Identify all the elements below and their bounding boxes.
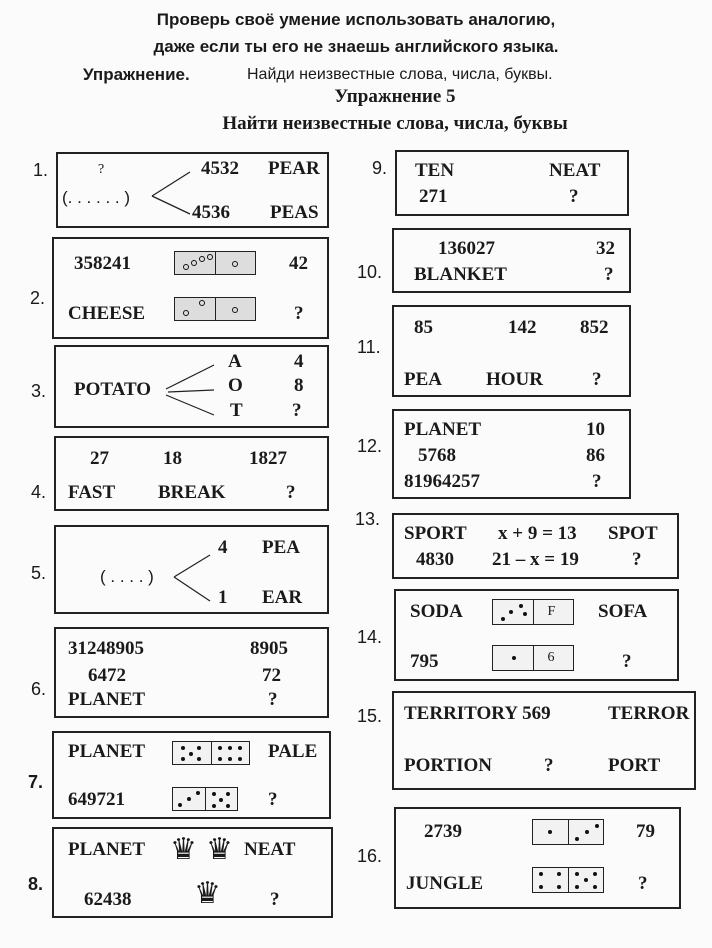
task-10-answer: ? bbox=[604, 264, 614, 285]
task-3-letter-2: O bbox=[228, 375, 243, 396]
task-14-domino-top-label: F bbox=[547, 604, 556, 619]
task-14-domino-bottom-label: 6 bbox=[547, 650, 555, 665]
task-8-box bbox=[52, 827, 333, 918]
task-11-value-b: 142 bbox=[508, 317, 537, 338]
task-16-number: 16. bbox=[357, 846, 383, 866]
exercise-text: Найди неизвестные слова, числа, буквы. bbox=[247, 66, 553, 83]
task-15-answer: ? bbox=[544, 755, 554, 776]
task-6-answer: ? bbox=[268, 689, 278, 710]
task-3-box bbox=[54, 345, 329, 428]
task-12-value-d: 81964257 bbox=[404, 471, 480, 492]
task-9-word-a: TEN bbox=[415, 160, 455, 181]
task-15-number: 15. bbox=[357, 706, 383, 726]
task-11-number: 11. bbox=[357, 337, 381, 357]
task-7-number: 7. bbox=[28, 772, 44, 792]
task-7-domino-top bbox=[172, 741, 250, 765]
task-11-answer: ? bbox=[592, 369, 602, 390]
task-3-value-1: 4 bbox=[294, 351, 304, 372]
task-15-word-a: TERRITORY 569 bbox=[404, 703, 551, 724]
task-3-letter-1: A bbox=[228, 351, 242, 372]
task-6-value-d: 72 bbox=[262, 665, 281, 686]
task-13-number: 13. bbox=[355, 509, 381, 529]
task-13-equation-b: 21 – x = 19 bbox=[492, 549, 579, 570]
task-10-word: BLANKET bbox=[414, 264, 507, 285]
task-9-number: 9. bbox=[372, 158, 388, 178]
task-8-number: 8. bbox=[28, 874, 44, 894]
task-2-domino-bottom bbox=[174, 297, 256, 321]
task-4-answer: ? bbox=[286, 482, 296, 503]
task-12-word: PLANET bbox=[404, 419, 482, 440]
task-1-question: ? bbox=[98, 162, 105, 177]
task-5-paren: ( . . . . ) bbox=[100, 567, 154, 586]
task-14-domino-bottom bbox=[492, 645, 574, 671]
task-7-value: 649721 bbox=[68, 789, 125, 810]
task-1-number: 1. bbox=[33, 160, 49, 180]
task-13-answer: ? bbox=[632, 549, 642, 570]
task-5-bottom-word: EAR bbox=[262, 587, 303, 608]
task-6-value-b: 8905 bbox=[250, 638, 288, 659]
task-1-paren: (. . . . . . ) bbox=[62, 188, 130, 207]
task-3-branch-lines bbox=[166, 359, 216, 415]
task-9-answer: ? bbox=[569, 186, 579, 207]
task-2-number-a: 358241 bbox=[74, 253, 131, 274]
task-2-domino-top bbox=[174, 251, 256, 275]
task-11-word-a: PEA bbox=[404, 369, 442, 390]
task-5-top-word: PEA bbox=[262, 537, 300, 558]
task-7-domino-bottom bbox=[172, 787, 238, 811]
task-3-number: 3. bbox=[31, 381, 47, 401]
task-8-word-b: NEAT bbox=[244, 839, 296, 860]
task-11-word-b: HOUR bbox=[486, 369, 543, 390]
task-11-box bbox=[392, 305, 631, 397]
task-16-value-a: 2739 bbox=[424, 821, 462, 842]
task-1-bottom-number: 4536 bbox=[192, 202, 230, 223]
task-14-domino-top bbox=[492, 599, 574, 625]
task-5-branch-lines bbox=[174, 553, 214, 603]
crown-icon: ♛ bbox=[170, 833, 197, 866]
task-11-value-a: 85 bbox=[414, 317, 433, 338]
task-5-bottom-number: 1 bbox=[218, 587, 228, 608]
task-6-number: 6. bbox=[31, 679, 47, 699]
task-12-answer: ? bbox=[592, 471, 602, 492]
crown-icon: ♛ bbox=[194, 877, 221, 910]
task-9-value: 271 bbox=[419, 186, 448, 207]
task-10-number: 10. bbox=[357, 262, 383, 282]
task-15-word-c: PORTION bbox=[404, 755, 493, 776]
task-4-word-a: FAST bbox=[68, 482, 116, 503]
task-16-domino-top bbox=[532, 819, 604, 845]
task-13-word-b: SPOT bbox=[608, 523, 658, 544]
task-16-domino-bottom bbox=[532, 867, 604, 893]
task-2-answer: ? bbox=[294, 303, 304, 324]
task-4-value-a: 27 bbox=[90, 448, 109, 469]
task-9-box bbox=[395, 150, 629, 216]
task-10-value-a: 136027 bbox=[438, 238, 495, 259]
task-11-value-c: 852 bbox=[580, 317, 609, 338]
task-10-value-b: 32 bbox=[596, 238, 615, 259]
task-1-box bbox=[56, 152, 329, 228]
task-4-word-b: BREAK bbox=[158, 482, 226, 503]
task-12-box bbox=[392, 409, 631, 499]
crown-icon: ♛ bbox=[206, 833, 233, 866]
task-1-branch-lines bbox=[152, 168, 192, 214]
task-14-number: 14. bbox=[357, 627, 383, 647]
task-14-word-b: SOFA bbox=[598, 601, 648, 622]
task-6-value-a: 31248905 bbox=[68, 638, 144, 659]
task-6-box bbox=[54, 627, 329, 718]
task-4-value-b: 18 bbox=[163, 448, 182, 469]
task-15-word-b: TERROR bbox=[608, 703, 690, 724]
exercise-title: Упражнение 5 bbox=[334, 86, 456, 107]
task-1-top-number: 4532 bbox=[201, 158, 239, 179]
task-5-box bbox=[54, 525, 329, 614]
task-8-value: 62438 bbox=[84, 889, 132, 910]
task-13-word-a: SPORT bbox=[404, 523, 467, 544]
task-4-number: 4. bbox=[31, 482, 47, 502]
header-line-2: даже если ты его не знаешь английского языка. bbox=[153, 37, 559, 56]
task-3-value-2: 8 bbox=[294, 375, 304, 396]
task-6-word: PLANET bbox=[68, 689, 146, 710]
exercise-label: Упражнение. bbox=[83, 65, 190, 84]
task-13-box bbox=[392, 513, 679, 579]
task-8-answer: ? bbox=[270, 889, 280, 910]
task-12-number: 12. bbox=[357, 436, 383, 456]
header-line-1: Проверь своё умение использовать аналогию, bbox=[156, 10, 556, 29]
task-7-word-b: PALE bbox=[268, 741, 318, 762]
task-14-answer: ? bbox=[622, 651, 632, 672]
task-12-value-b: 5768 bbox=[418, 445, 456, 466]
task-6-value-c: 6472 bbox=[88, 665, 126, 686]
task-2-box bbox=[52, 237, 329, 339]
task-16-answer: ? bbox=[638, 873, 648, 894]
task-5-number: 5. bbox=[31, 563, 47, 583]
task-14-value: 795 bbox=[410, 651, 439, 672]
task-16-box bbox=[394, 807, 681, 909]
task-3-word: POTATO bbox=[74, 379, 152, 400]
task-16-word: JUNGLE bbox=[406, 873, 484, 894]
task-13-value: 4830 bbox=[416, 549, 454, 570]
task-4-value-c: 1827 bbox=[249, 448, 287, 469]
task-9-word-b: NEAT bbox=[549, 160, 601, 181]
task-7-answer: ? bbox=[268, 789, 278, 810]
task-1-top-word: PEAR bbox=[268, 158, 320, 179]
task-2-word: CHEESE bbox=[68, 303, 146, 324]
task-15-word-d: PORT bbox=[608, 755, 661, 776]
task-12-value-c: 86 bbox=[586, 445, 605, 466]
task-7-word-a: PLANET bbox=[68, 741, 146, 762]
task-12-value-a: 10 bbox=[586, 419, 605, 440]
task-3-letter-3: T bbox=[230, 400, 243, 421]
task-13-equation-a: x + 9 = 13 bbox=[498, 523, 577, 544]
task-2-number-b: 42 bbox=[289, 253, 308, 274]
task-3-value-3: ? bbox=[292, 400, 302, 421]
task-14-word-a: SODA bbox=[410, 601, 463, 622]
task-14-box bbox=[394, 589, 679, 681]
exercise-subtitle: Найти неизвестные слова, числа, буквы bbox=[222, 113, 568, 134]
task-8-word-a: PLANET bbox=[68, 839, 146, 860]
task-10-box bbox=[392, 228, 631, 293]
task-7-box bbox=[52, 731, 331, 819]
task-15-box bbox=[392, 691, 696, 790]
task-5-top-number: 4 bbox=[218, 537, 228, 558]
task-2-number: 2. bbox=[30, 288, 46, 308]
task-1-bottom-word: PEAS bbox=[270, 202, 319, 223]
task-16-value-b: 79 bbox=[636, 821, 655, 842]
task-4-box bbox=[54, 436, 329, 511]
